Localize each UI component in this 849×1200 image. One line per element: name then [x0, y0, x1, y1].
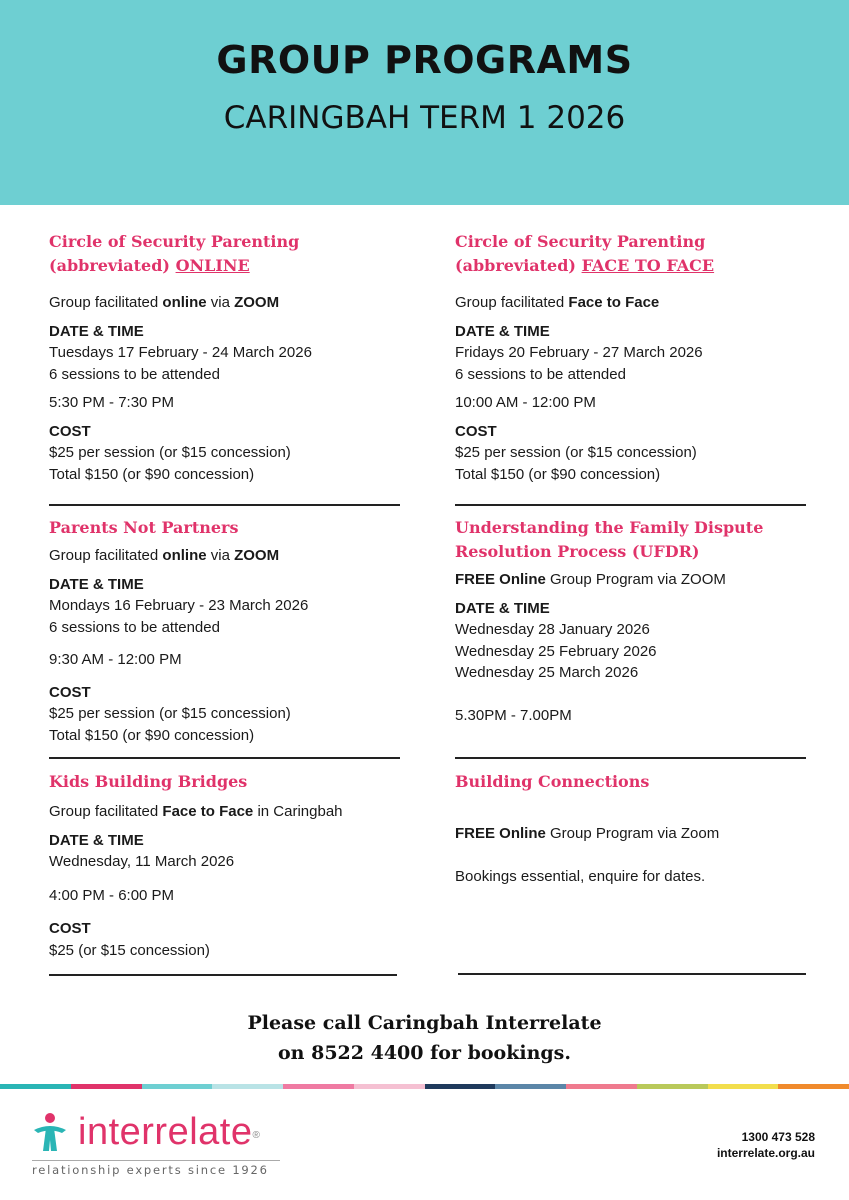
program-building-connections	[455, 770, 807, 887]
program-format: Group facilitated online via ZOOM	[49, 294, 280, 311]
stripe-segment	[566, 1084, 637, 1089]
program-format: Group facilitated Face to Face in Caringbah	[49, 803, 343, 820]
divider	[458, 973, 806, 975]
program-ufdr	[455, 516, 807, 726]
brand-tagline: relationship experts since 1926	[32, 1160, 280, 1177]
stripe-segment	[708, 1084, 779, 1089]
program-kids-building-bridges	[49, 770, 401, 961]
divider	[455, 757, 806, 759]
program-title: Circle of Security Parenting (abbreviated) ONLINE	[49, 232, 300, 275]
cost: $25 (or $15 concession)	[49, 941, 210, 959]
contact-info	[717, 1129, 815, 1161]
page-title: GROUP PROGRAMS	[216, 38, 633, 82]
program-time: 4:00 PM - 6:00 PM	[49, 886, 175, 904]
program-dates: Wednesday, 11 March 2026	[49, 853, 235, 870]
program-dates: Mondays 16 February - 23 March 2026	[49, 597, 309, 614]
date-label: DATE & TIME	[49, 322, 144, 340]
person-icon	[32, 1112, 68, 1152]
date-label: DATE & TIME	[455, 322, 550, 340]
program-title: Circle of Security Parenting (abbreviated) FACE TO FACE	[455, 232, 715, 275]
program-title: Kids Building Bridges	[49, 772, 248, 791]
program-time: 10:00 AM - 12:00 PM	[455, 394, 596, 411]
cost-label: COST	[49, 422, 91, 440]
date-label: DATE & TIME	[49, 831, 144, 849]
color-stripe	[0, 1084, 849, 1089]
cost-session: $25 per session (or $15 concession)	[49, 444, 291, 461]
program-dates: Fridays 20 February - 27 March 2026	[455, 344, 703, 361]
booking-call-to-action: Please call Caringbah Interrelate on 8522 4400 for bookings.	[247, 1012, 602, 1064]
program-sessions: 6 sessions to be attended	[49, 618, 220, 636]
stripe-segment	[425, 1084, 496, 1089]
cost-session: $25 per session (or $15 concession)	[49, 705, 291, 722]
program-cos-f2f	[455, 230, 807, 485]
program-sessions: 6 sessions to be attended	[49, 365, 220, 383]
stripe-segment	[354, 1084, 425, 1089]
program-title: Parents Not Partners	[49, 518, 239, 537]
program-sessions: 6 sessions to be attended	[455, 365, 626, 383]
stripe-segment	[142, 1084, 213, 1089]
cost-total: Total $150 (or $90 concession)	[49, 726, 255, 744]
stripe-segment	[778, 1084, 849, 1089]
stripe-segment	[495, 1084, 566, 1089]
cost-total: Total $150 (or $90 concession)	[49, 465, 255, 483]
program-time: 9:30 AM - 12:00 PM	[49, 651, 182, 668]
divider	[49, 504, 400, 506]
stripe-segment	[0, 1084, 71, 1089]
program-format: Group facilitated online via ZOOM	[49, 547, 280, 564]
program-format: FREE Online Group Program via ZOOM	[455, 571, 726, 588]
website-link[interactable]: interrelate.org.au	[716, 1146, 815, 1160]
program-time: 5.30PM - 7.00PM	[455, 706, 572, 724]
program-format: Group facilitated Face to Face	[455, 294, 660, 311]
date-label: DATE & TIME	[455, 599, 550, 617]
cost-label: COST	[49, 683, 91, 701]
divider	[455, 504, 806, 506]
registered-mark: ®	[252, 1130, 261, 1141]
program-date: Wednesday 28 January 2026	[455, 621, 650, 638]
program-note: Bookings essential, enquire for dates.	[455, 867, 706, 885]
brand-wordmark: interrelate®	[78, 1111, 261, 1153]
page-subtitle: CARINGBAH TERM 1 2026	[223, 100, 626, 136]
divider	[49, 974, 397, 976]
cost-label: COST	[49, 920, 91, 937]
cost-session: $25 per session (or $15 concession)	[455, 444, 697, 461]
stripe-segment	[283, 1084, 354, 1089]
program-parents-not-partners	[49, 516, 401, 746]
program-title: Understanding the Family Dispute Resolution Process (UFDR)	[455, 518, 764, 561]
cost-label: COST	[455, 422, 497, 440]
program-title: Building Connections	[455, 772, 650, 791]
date-label: DATE & TIME	[49, 575, 144, 593]
program-date: Wednesday 25 February 2026	[455, 642, 657, 660]
program-date: Wednesday 25 March 2026	[455, 664, 639, 681]
cost-total: Total $150 (or $90 concession)	[455, 465, 661, 483]
program-time: 5:30 PM - 7:30 PM	[49, 394, 175, 411]
stripe-segment	[71, 1084, 142, 1089]
divider	[49, 757, 400, 759]
program-cos-online	[49, 230, 401, 485]
program-dates: Tuesdays 17 February - 24 March 2026	[49, 344, 312, 361]
stripe-segment	[212, 1084, 283, 1089]
program-format: FREE Online Group Program via Zoom	[455, 825, 720, 842]
phone-number: 1300 473 528	[741, 1130, 815, 1144]
header-banner	[0, 0, 849, 205]
stripe-segment	[637, 1084, 708, 1089]
